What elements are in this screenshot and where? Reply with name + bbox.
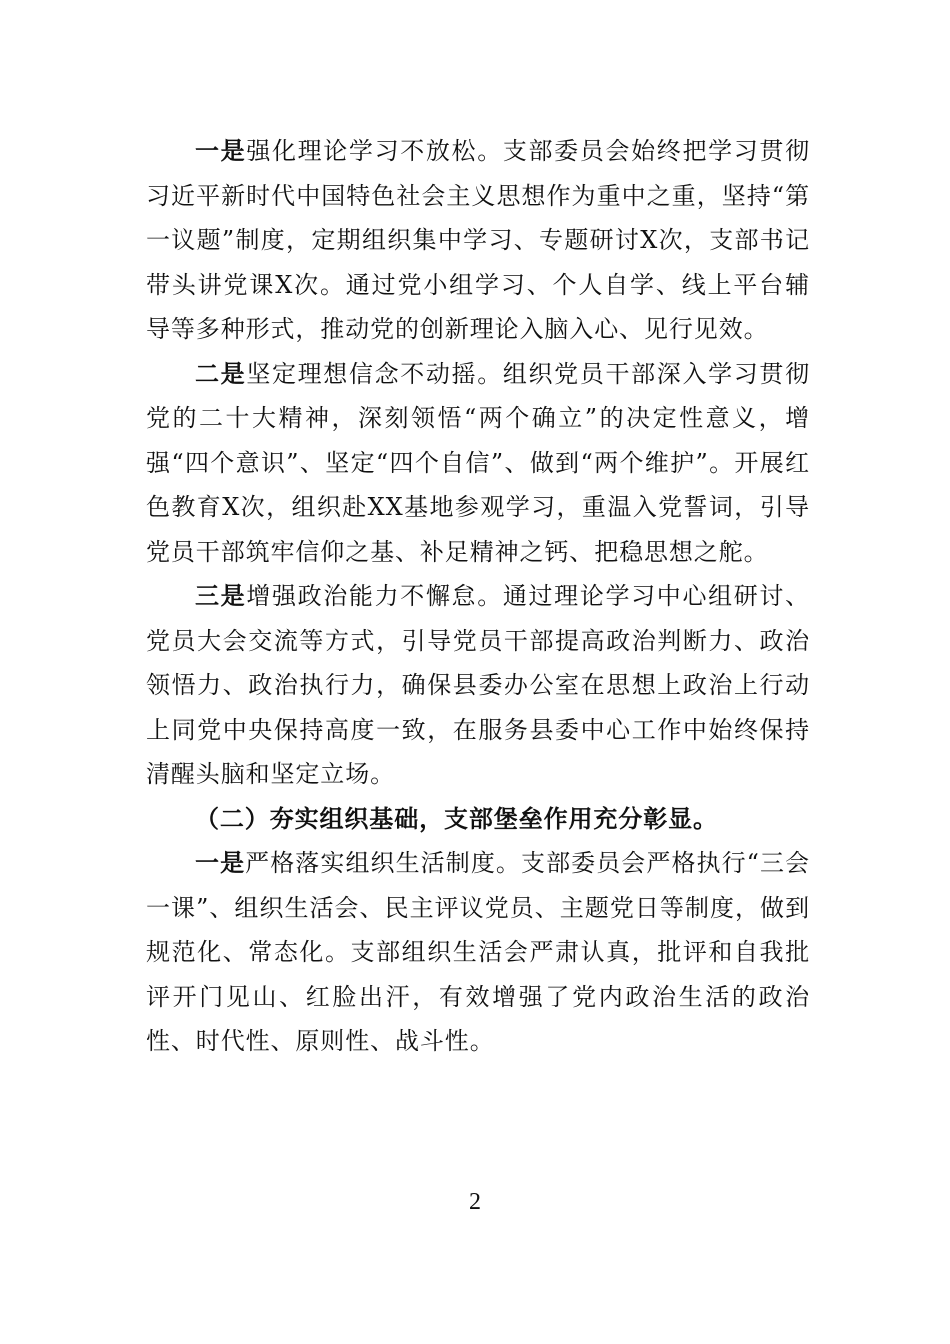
- paragraph-lead: 一是: [195, 136, 247, 165]
- paragraph-ideals-beliefs: [146, 352, 810, 575]
- paragraph-organization-life: [146, 841, 810, 1064]
- paragraph-lead: 二是: [195, 358, 247, 388]
- page-number: 2: [469, 1189, 481, 1215]
- paragraph-text: 增强政治能力不懈怠。通过理论学习中心组研讨、党员大会交流等方式，引导党员干部提高政治判断力、政治领悟力、政治执行力，确保县委办公室在思想上政治上行动上同党中央保持高度一致，在服务县委中心工作中始终保持清醒头脑和坚定立场。: [146, 582, 810, 788]
- paragraph-political-ability: [146, 574, 810, 797]
- section-heading: （二）夯实组织基础，支部堡垒作用充分彰显。: [195, 803, 718, 833]
- paragraph-theory-study: [146, 129, 810, 352]
- document-body: [146, 129, 810, 1064]
- paragraph-lead: 一是: [195, 848, 246, 877]
- paragraph-lead: 三是: [195, 581, 247, 610]
- paragraph-text: 强化理论学习不放松。支部委员会始终把学习贯彻习近平新时代中国特色社会主义思想作为重中之重，坚持“第一议题”制度，定期组织集中学习、专题研讨X次，支部书记带头讲党课X次。通过党小组学习、个人自学、线上平台辅导等多种形式，推动党的创新理论入脑入心、见行见效。: [146, 137, 810, 343]
- paragraph-text: 坚定理想信念不动摇。组织党员干部深入学习贯彻党的二十大精神，深刻领悟“两个确立”的决定性意义，增强“四个意识”、坚定“四个自信”、做到“两个维护”。开展红色教育X次，组织赴XX基地参观学习，重温入党誓词，引导党员干部筑牢信仰之基、补足精神之钙、把稳思想之舵。: [146, 359, 810, 566]
- paragraph-text: 严格落实组织生活制度。支部委员会严格执行“三会一课”、组织生活会、民主评议党员、主题党日等制度，做到规范化、常态化。支部组织生活会严肃认真，批评和自我批评开门见山、红脸出汗，有效增强了党内政治生活的政治性、时代性、原则性、战斗性。: [146, 849, 810, 1055]
